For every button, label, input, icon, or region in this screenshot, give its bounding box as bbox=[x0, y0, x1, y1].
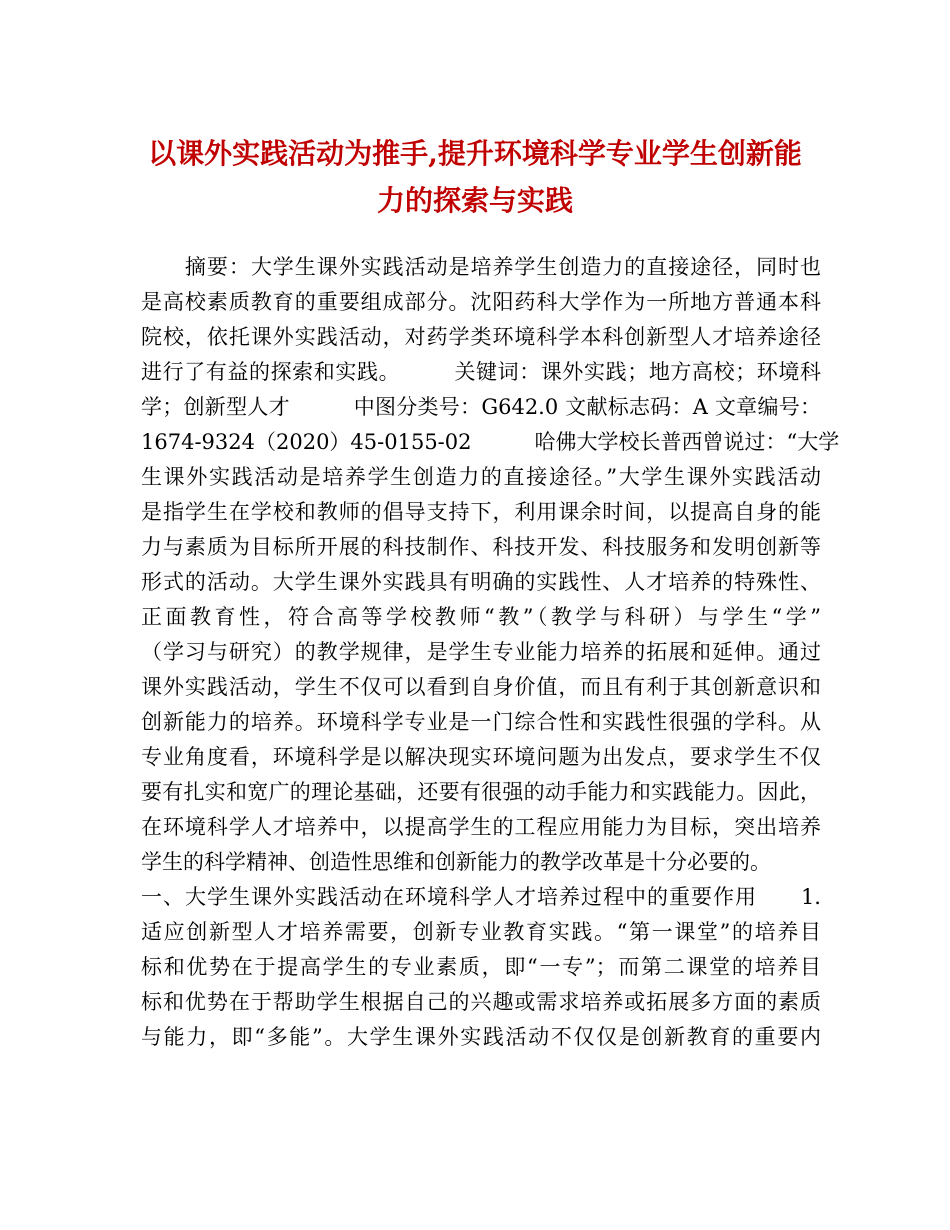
body-text-line: 院校，依托课外实践活动，对药学类环境科学本科创新型人才培养途径 bbox=[141, 325, 821, 349]
body-text-line: 1674-9324（2020）45-0155-02 哈佛大学校长普西曾说过：“大学 bbox=[141, 430, 840, 454]
body-text-line: 标和优势在于提高学生的专业素质，即“一专”；而第二课堂的培养目 bbox=[141, 955, 821, 979]
body-text-line: （学习与研究）的教学规律，是学生专业能力培养的拓展和延伸。通过 bbox=[141, 640, 821, 664]
body-text-line: 学生的科学精神、创造性思维和创新能力的教学改革是十分必要的。 bbox=[141, 850, 771, 874]
body-text-line: 正面教育性，符合高等学校教师“教”（教学与科研）与学生“学” bbox=[141, 605, 821, 629]
body-text-line: 专业角度看，环境科学是以解决现实环境问题为出发点，要求学生不仅 bbox=[141, 745, 821, 769]
body-text-line: 是指学生在学校和教师的倡导支持下，利用课余时间，以提高自身的能 bbox=[141, 500, 821, 524]
body-text-line: 生课外实践活动是培养学生创造力的直接途径。”大学生课外实践活动 bbox=[141, 465, 821, 489]
body-text-line: 与能力，即“多能”。大学生课外实践活动不仅仅是创新教育的重要内 bbox=[141, 1025, 821, 1049]
body-text-line: 课外实践活动，学生不仅可以看到自身价值，而且有利于其创新意识和 bbox=[141, 675, 821, 699]
body-text-line: 形式的活动。大学生课外实践具有明确的实践性、人才培养的特殊性、 bbox=[141, 570, 821, 594]
body-text-line: 创新能力的培养。环境科学专业是一门综合性和实践性很强的学科。从 bbox=[141, 710, 821, 734]
body-text-line: 标和优势在于帮助学生根据自己的兴趣或需求培养或拓展多方面的素质 bbox=[141, 990, 821, 1014]
body-text-line: 在环境科学人才培养中，以提高学生的工程应用能力为目标，突出培养 bbox=[141, 815, 821, 839]
document-title-line-2: 力的探索与实践 bbox=[376, 184, 573, 217]
body-text-line: 是高校素质教育的重要组成部分。沈阳药科大学作为一所地方普通本科 bbox=[141, 290, 821, 314]
body-text-line: 适应创新型人才培养需要，创新专业教育实践。“第一课堂”的培养目 bbox=[141, 920, 821, 944]
body-text-line: 摘要：大学生课外实践活动是培养学生创造力的直接途径，同时也 bbox=[141, 255, 821, 279]
body-text-line: 学；创新型人才 中图分类号：G642.0 文献标志码：A 文章编号： bbox=[141, 395, 821, 419]
section-heading-line: 一、大学生课外实践活动在环境科学人才培养过程中的重要作用 1. bbox=[141, 885, 821, 909]
body-text-line: 要有扎实和宽广的理论基础，还要有很强的动手能力和实践能力。因此， bbox=[141, 780, 821, 804]
document-title-line-1: 以课外实践活动为推手,提升环境科学专业学生创新能 bbox=[148, 137, 802, 170]
body-text-line: 力与素质为目标所开展的科技制作、科技开发、科技服务和发明创新等 bbox=[141, 535, 821, 559]
body-text-line: 进行了有益的探索和实践。 关键词：课外实践；地方高校；环境科 bbox=[141, 360, 821, 384]
